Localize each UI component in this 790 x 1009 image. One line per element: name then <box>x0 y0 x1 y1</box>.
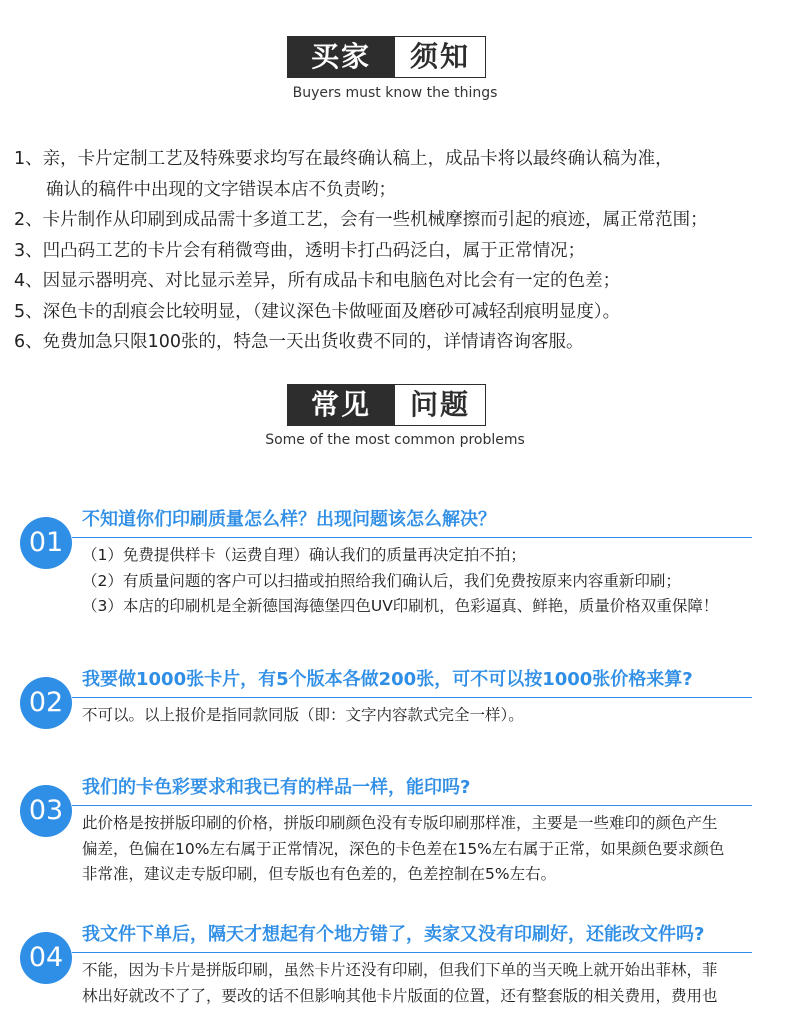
title-dark-part: 买家 <box>287 36 395 78</box>
faq-divider <box>72 697 752 698</box>
notice-item: 2、卡片制作从印刷到成品需十多道工艺，会有一些机械摩擦而引起的痕迹，属正常范围； <box>14 205 784 236</box>
faq-number-badge: 01 <box>20 517 72 569</box>
notice-item: 6、免费加急只限100张的，特急一天出货收费不同的，详情请咨询客服。 <box>14 327 784 358</box>
title-box <box>287 384 487 426</box>
notice-item: 1、亲，卡片定制工艺及特殊要求均写在最终确认稿上，成品卡将以最终确认稿为准， <box>14 144 784 175</box>
notice-item: 5、深色卡的刮痕会比较明显，（建议深色卡做哑面及磨砂可减轻刮痕明显度）。 <box>14 297 784 328</box>
faq-answer-line: 偏差，色偏在10%左右属于正常情况，深色的卡色差在15%左右属于正常，如果颜色要求颜色 <box>82 837 782 863</box>
faq-question: 我们的卡色彩要求和我已有的样品一样，能印吗? <box>82 775 470 801</box>
faq-number-badge: 04 <box>20 932 72 984</box>
faq-number-badge: 02 <box>20 677 72 729</box>
faq-answer-line: （1）免费提供样卡（运费自理）确认我们的质量再决定拍不拍； <box>82 543 782 569</box>
faq-answer-line: （3）本店的印刷机是全新德国海德堡四色UV印刷机，色彩逼真、鲜艳，质量价格双重保障！ <box>82 594 782 620</box>
title-box <box>287 36 487 78</box>
faq-number-badge: 03 <box>20 785 72 837</box>
faq-answer <box>82 703 782 729</box>
section-subtitle: Some of the most common problems <box>0 432 790 448</box>
faq-question: 我要做1000张卡片，有5个版本各做200张，可不可以按1000张价格来算? <box>82 667 693 693</box>
faq-answer <box>82 958 782 1009</box>
faq-divider <box>72 952 752 953</box>
notice-item: 4、因显示器明亮、对比显示差异，所有成品卡和电脑色对比会有一定的色差； <box>14 266 784 297</box>
faq-answer-line: 不可以。以上报价是指同款同版（即：文字内容款式完全一样）。 <box>82 703 782 729</box>
faq-divider <box>72 537 752 538</box>
faq-answer-line: 非常准，建议走专版印刷，但专版也有色差的，色差控制在5%左右。 <box>82 862 782 888</box>
notice-item-continued: 确认的稿件中出现的文字错误本店不负责哟； <box>14 175 784 206</box>
faq-answer <box>82 543 782 620</box>
title-dark-part: 常见 <box>287 384 395 426</box>
faq-question: 不知道你们印刷质量怎么样？出现问题该怎么解决？ <box>82 507 496 533</box>
title-light-part: 须知 <box>395 36 486 78</box>
faq-answer-line: 此价格是按拼版印刷的价格，拼版印刷颜色没有专版印刷那样准，主要是一些难印的颜色产生 <box>82 811 782 837</box>
faq-answer-line: （2）有质量问题的客户可以扫描或拍照给我们确认后，我们免费按原来内容重新印刷； <box>82 569 782 595</box>
faq-answer-line: 不能，因为卡片是拼版印刷，虽然卡片还没有印刷，但我们下单的当天晚上就开始出菲林，菲 <box>82 958 782 984</box>
section-subtitle: Buyers must know the things <box>0 85 790 101</box>
faq-divider <box>72 805 752 806</box>
faq-question: 我文件下单后，隔天才想起有个地方错了，卖家又没有印刷好，还能改文件吗? <box>82 922 704 948</box>
faq-answer-line: 林出好就改不了了，要改的话不但影响其他卡片版面的位置，还有整套版的相关费用，费用也 <box>82 984 782 1009</box>
title-light-part: 问题 <box>395 384 486 426</box>
notice-list <box>14 144 784 358</box>
faq-answer <box>82 811 782 888</box>
notice-item: 3、凹凸码工艺的卡片会有稍微弯曲，透明卡打凸码泛白，属于正常情况； <box>14 236 784 267</box>
